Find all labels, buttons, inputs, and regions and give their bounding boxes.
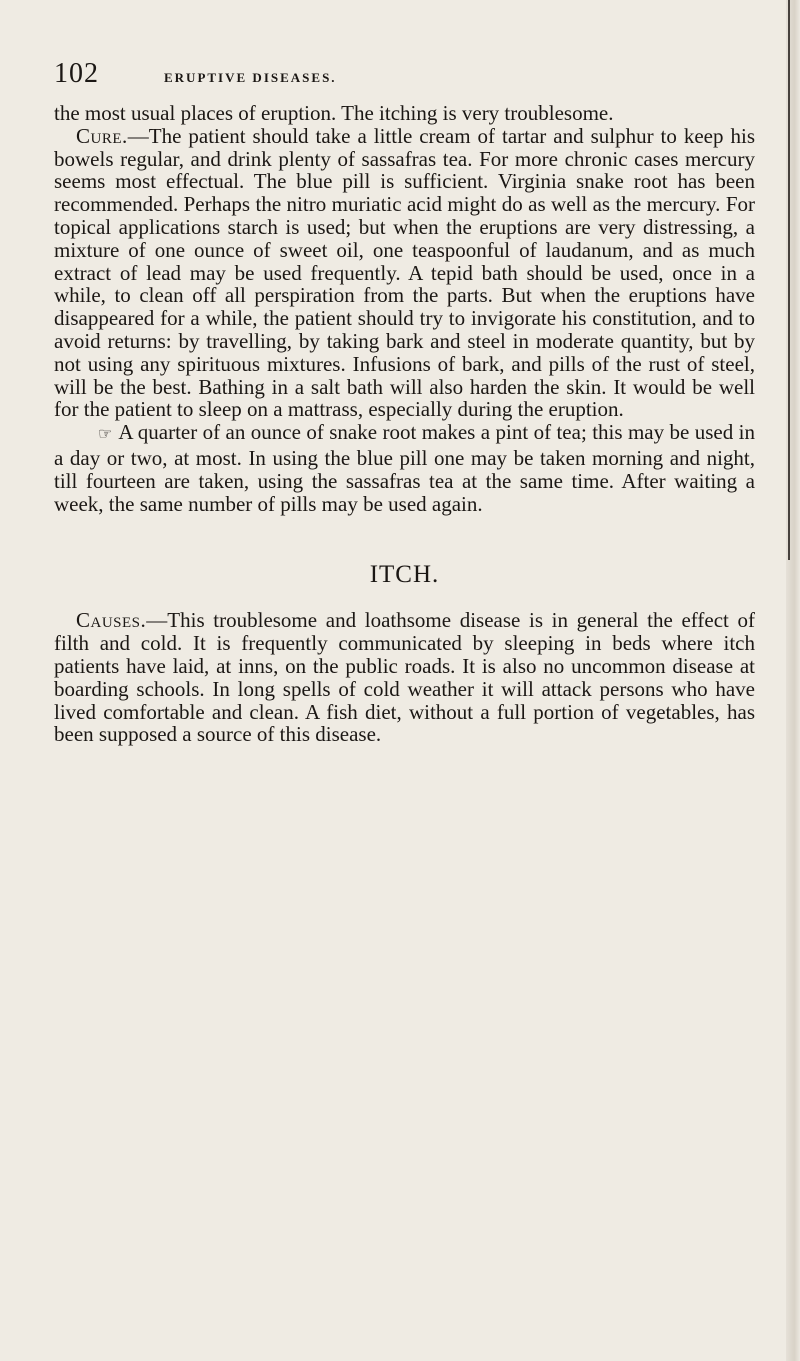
page-number: 102 xyxy=(54,58,99,89)
pointing-hand-icon: ☞ xyxy=(98,426,113,444)
paragraph-eruption: the most usual places of eruption. The itching is very troublesome. xyxy=(54,101,614,125)
page-edge-shadow xyxy=(788,0,790,560)
causes-text: —This troublesome and loathsome disease is in general the effect of filth and cold. It is frequently communicated by sleeping in beds where itch patients have laid, at inns, on the public roads. It is also no uncommon disease at boarding schools. In long spells of cold weather it will attack persons who have lived comfortable and clean. A fish diet, without a full portion of vegetables, has been supposed a source of this disease. xyxy=(54,608,755,747)
cure-text: —The patient should take a little cream of tartar and sulphur to keep his bowels regular, and drink plenty of sassafras tea. For more chronic cases mercury seems most effectual. The blue pill is sufficient. Virginia snake root has been recommended. Perhaps the nitro muriatic acid might do as well as the mercury. For topical applications starch is used; but when the eruptions are very distressing, a mixture of one ounce of sweet oil, one teaspoonful of laudanum, and as much extract of lead may be used frequently. A tepid bath should be used, once in a while, to clean off all perspiration from the parts. But when the eruptions have disappeared for a while, the patient should try to invigorate his constitution, and to avoid returns: by travelling, by taking bark and steel in moderate quantity, but by not using any spirituous mixtures. Infusions of bark, and pills of the rust of steel, will be the best. Bathing in a salt bath will also harden the skin. It would be well for the patient to sleep on a mattrass, especially during the eruption. xyxy=(54,123,755,422)
paragraph-cure xyxy=(54,125,755,421)
paragraph-causes xyxy=(54,609,755,746)
page-content xyxy=(54,58,755,746)
note-text: A quarter of an ounce of snake root makes a pint of tea; this may be used in a day or two, at most. In using the blue pill one may be taken morning and night, till fourteen are taken, using the sassafras tea at the same time. After waiting a week, the same number of pills may be used again. xyxy=(54,420,755,516)
running-head xyxy=(54,58,755,102)
section-title-itch: ITCH. xyxy=(369,561,440,589)
paragraph-note xyxy=(54,421,755,515)
causes-label: Causes. xyxy=(76,608,147,633)
running-title: ERUPTIVE DISEASES. xyxy=(164,70,337,85)
cure-label: Cure. xyxy=(76,123,128,148)
